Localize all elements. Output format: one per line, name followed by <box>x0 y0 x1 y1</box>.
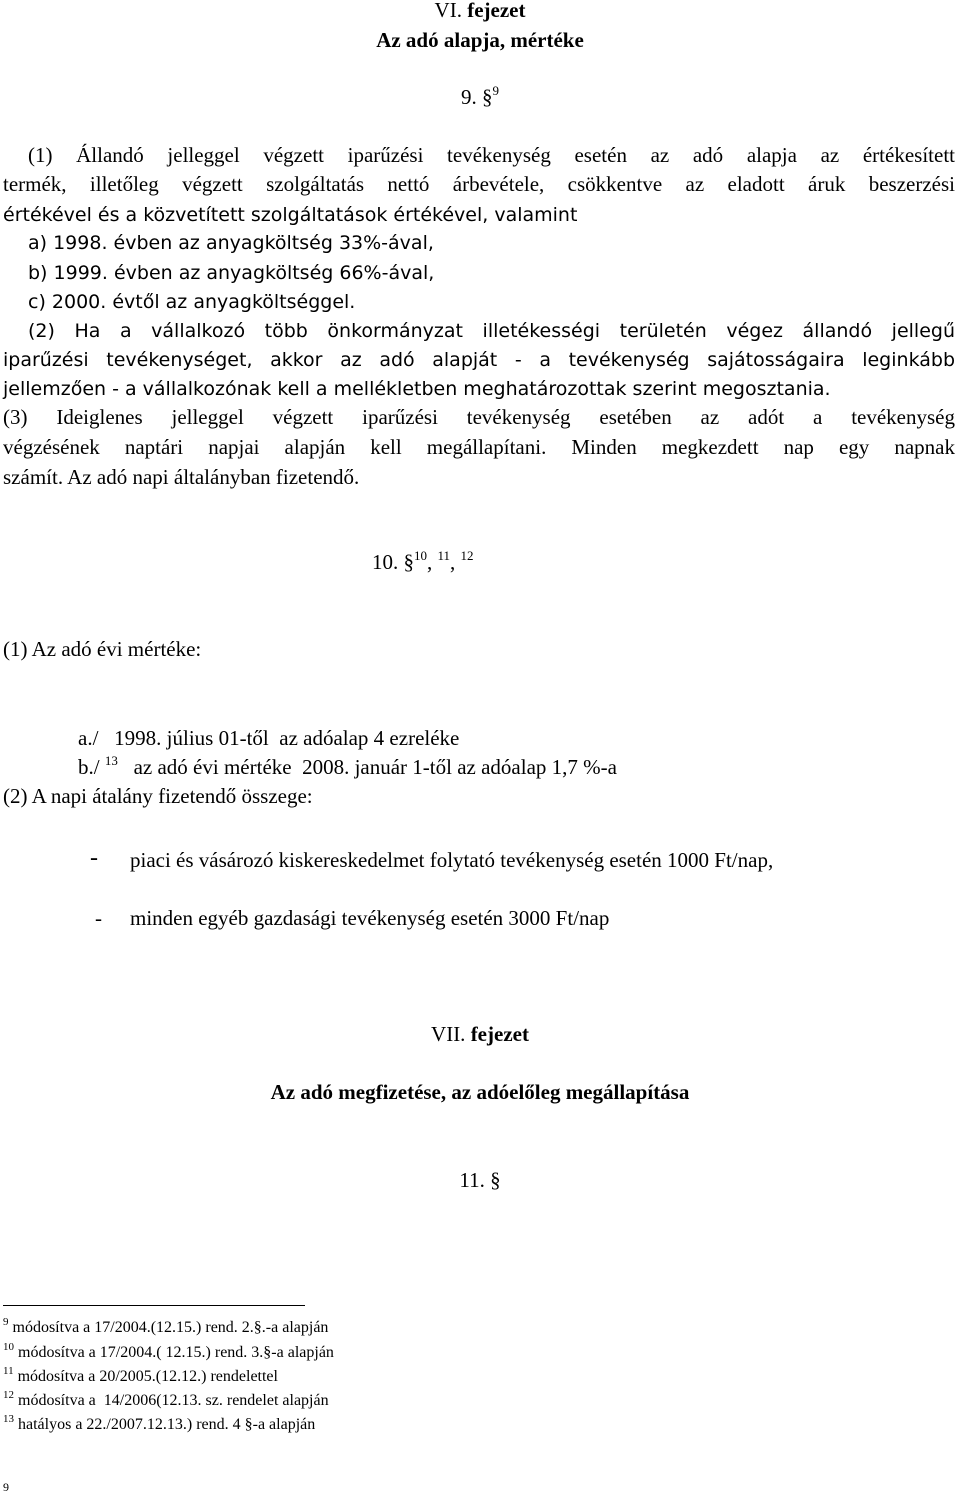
section-sign: § <box>482 85 493 109</box>
item-text: 1998. július 01-től az adóalap 4 ezreléke <box>114 726 460 750</box>
section-sign: § <box>403 550 414 574</box>
chapter-number: VII. <box>431 1022 466 1046</box>
chapter-number: VI. <box>434 0 462 22</box>
section-number: 9. <box>461 85 477 109</box>
footnote-number: 9 <box>3 1316 9 1328</box>
footnote-number: 10 <box>3 1341 14 1353</box>
chapter-heading <box>0 1022 960 1047</box>
flat-item: piaci és vásározó kiskereskedelmet folytató tevékenység esetén 1000 Ft/nap, <box>130 848 774 872</box>
section-heading-10 <box>372 550 474 575</box>
chapter-word: fejezet <box>467 0 526 22</box>
footnote-ref: 9 <box>492 83 499 98</box>
paragraph-line: termék, illetőleg végzett szolgáltatás nettó árbevétele, csökkentve az eladott áruk beszerzési <box>3 172 955 196</box>
footnote <box>3 1389 329 1410</box>
footnote-text: módosítva a 20/2005.(12.12.) rendelettel <box>17 1368 278 1385</box>
list-item: a) 1998. évben az anyagköltség 33%-ával, <box>28 232 434 254</box>
footnote-text: hatályos a 22./2007.12.13.) rend. 4 §-a alapján <box>18 1416 316 1433</box>
footnote-text: módosítva a 17/2004.(12.15.) rend. 2.§.-a alapján <box>12 1319 329 1336</box>
chapter-title: Az adó megfizetése, az adóelőleg megállapítása <box>270 1080 690 1104</box>
section-heading-11 <box>0 1168 960 1193</box>
footnote-text: módosítva a 14/2006(12.13. sz. rendelet alapján <box>18 1392 329 1409</box>
item-label: a./ <box>78 726 99 750</box>
rate-heading: (1) Az adó évi mértéke: <box>3 637 202 661</box>
footnote-text: módosítva a 17/2004.( 12.15.) rend. 3.§-a alapján <box>18 1344 334 1361</box>
footnote-number: 13 <box>3 1413 14 1425</box>
list-item: b) 1999. évben az anyagköltség 66%-ával, <box>28 262 435 284</box>
paragraph-line: számít. Az adó napi általányban fizetendő. <box>3 465 360 489</box>
flat-item: minden egyéb gazdasági tevékenység esetén 3000 Ft/nap <box>130 906 610 930</box>
footnote-number: 11 <box>3 1365 14 1377</box>
footnote-number: 12 <box>3 1389 14 1401</box>
ref-separator: , <box>427 550 433 574</box>
rate-item-b <box>78 755 617 780</box>
paragraph-line: (2) Ha a vállalkozó több önkormányzat illetékességi területén végez állandó jellegű <box>28 320 955 342</box>
section-sign: § <box>490 1168 501 1192</box>
list-item: c) 2000. évtől az anyagköltséggel. <box>28 291 356 313</box>
paragraph-line: (1) Állandó jelleggel végzett iparűzési tevékenység esetén az adó alapja az értékesített <box>28 143 955 167</box>
ref-separator: , <box>450 550 456 574</box>
footnote <box>3 1413 316 1434</box>
rate-item-a <box>78 726 459 751</box>
dash-bullet: - <box>90 845 98 871</box>
footnote-ref: 13 <box>104 753 118 768</box>
section-heading-9 <box>0 85 960 110</box>
item-text: az adó évi mértéke 2008. január 1-től az adóalap 1,7 %-a <box>133 755 617 779</box>
paragraph-line: iparűzési tevékenységet, akkor az adó alapját - a tevékenység sajátosságaira leginkább <box>3 349 955 371</box>
footnote <box>3 1365 278 1386</box>
footnote-ref: 12 <box>460 548 474 563</box>
footnote <box>3 1341 334 1362</box>
paragraph-line: végzésének naptári napjai alapján kell megállapítani. Minden megkezdett nap egy napnak <box>3 435 955 459</box>
dash-bullet: - <box>95 906 102 930</box>
paragraph-line: értékével és a közvetített szolgáltatások értékével, valamint <box>3 204 578 226</box>
footnote-separator <box>3 1305 305 1306</box>
flat-heading: (2) A napi átalány fizetendő összege: <box>3 784 313 808</box>
item-label: b./ <box>78 755 100 779</box>
footnote-ref: 11 <box>437 548 451 563</box>
paragraph-line: (3) Ideiglenes jelleggel végzett iparűzési tevékenység esetében az adót a tevékenység <box>3 405 955 429</box>
section-number: 10. <box>372 550 399 574</box>
page-number: 9 <box>3 1480 9 1494</box>
section-number: 11. <box>459 1168 485 1192</box>
paragraph-line: jellemzően - a vállalkozónak kell a mellékletben meghatározottak szerint megosztania. <box>3 378 831 400</box>
chapter-title: Az adó alapja, mértéke <box>376 28 584 52</box>
footnote-ref: 10 <box>414 548 427 563</box>
chapter-word: fejezet <box>470 1022 529 1046</box>
chapter-heading <box>0 0 960 23</box>
footnote <box>3 1316 329 1337</box>
